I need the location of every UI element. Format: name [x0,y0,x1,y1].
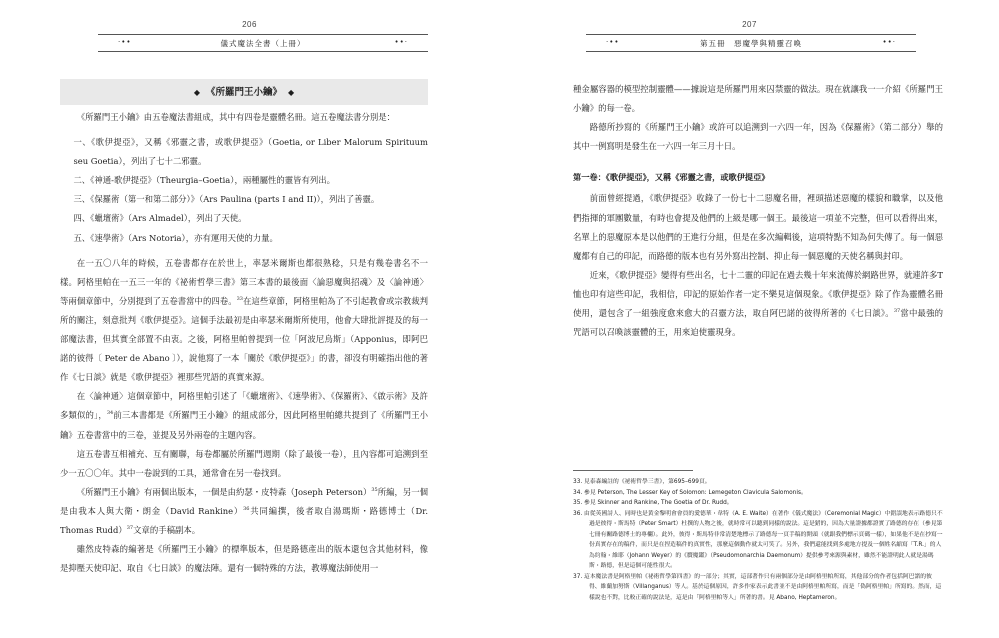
paragraph-text: 近來，《歌伊提亞》變得有些出名，七十二靈的印記在過去幾十年來流傳於網路世界，就連許多T恤也印有這些印記，我相信，印記的原始作者一定不樂見這個現象。《歌伊提亞》除了作為靈體名冊使用，還包含了一組強度愈來愈大的召靈方法，取自阿巴諾的彼得所著的《七日談》。 [573,269,943,319]
footnote-ref[interactable]: 34 [106,410,114,417]
diamond-icon: ◆ [288,87,295,97]
paragraph [573,266,943,342]
footnote-ref[interactable]: 37 [893,308,901,315]
section-title-text: 《所羅門王小鑰》 [205,87,282,98]
paragraph-text: 當中最強的咒語可以召喚該靈體的王，用來迫使靈現身。 [573,308,944,338]
header-title: 第五冊 惡魔學與精靈召喚 [700,39,802,48]
footnote-ref[interactable]: 33 [236,296,243,303]
footnote: 35. 參見 Skinner and Rankine, The Goetia of Dr. Rudd。 [573,500,733,506]
paragraph [60,254,428,388]
book-list [60,133,428,248]
list-item: 二、《神通-歌伊提亞》（Theurgia–Goetia），兩種屬性的靈皆有列出。 [73,175,335,186]
list-item: 五、《速學術》（Ars Notoria），亦有運用天使的力量。 [73,232,278,243]
paragraph: 路德所抄寫的《所羅門王小鑰》或許可以追溯到一六四一年，因為《保羅術》（第二部分）舉的其中一例寫明是發生在一六四一年三月十日。 [573,122,943,152]
list-item: 四、《蠟壇術》（Ars Almadel），列出了天使。 [73,213,247,224]
paragraph [60,387,428,444]
paragraph: 雖然皮特森的編著是《所羅門王小鑰》的標準版本，但是路德產出的版本還包含其他材料，像是抑壓天使印記、取自《七日談》的魔法陣。還有一個特殊的方法，教導魔法師使用一 [60,544,428,574]
subsection-heading: 第一卷：《歌伊提亞》，又稱《邪靈之書，或歌伊提亞》 [573,172,770,183]
paragraph: 前面曾經提過，《歌伊提亞》收錄了一份七十二惡魔名冊，裡頭描述惡魔的樣貌和職掌，以及他們指揮的軍團數量，有時也會提及他們的上級是哪一個王。最後這一項並不完整，但可以看得出來，名單上的惡魔原本是以他們的王進行分組，但是在多次編輯後，這項特點不知為何失傳了。每一個惡魔都有自己的印記，而路德的版本也有另外寫出控制、抑止每一個惡魔的天使名稱與封印。 [573,193,943,261]
footnote-ref[interactable]: 35 [371,486,378,493]
paragraph: 這五卷書互相補充、互有關聯，每卷都屬於所羅門週期（除了最後一卷），且內容都可追溯到至少一五〇〇年。其中一卷說到的工具，通常會在另一卷找到。 [60,448,428,478]
paragraph-text: 在這些章節，阿格里帕為了不引起教會或宗教裁判所的關注，刻意批判《歌伊提亞》。這個手法最初是由率瑟米爾斯所使用，他會大肆批評提及的每一部魔法書，但其實全部置不由衷。之後，阿格里帕曾提到一位「阿波尼烏斯」（Apponius，即阿巴諾的彼得〔 Peter de Abano 〕），說他寫了一本「關於《歌伊提亞》」的書，卻沒有明確指出他的著作《七日談》就是《歌伊提亞》裡那些咒語的真實來源。 [60,295,429,383]
paragraph-text: 所編，另一個是由我本人與大衛・朗金（David Rankine） [60,486,429,516]
paragraph-text: 在〈論神通〉這個章節中，阿格里帕引述了「《蠟壇術》、《速學術》、《保羅術》、《啟示術》及許多類似的」， [60,391,428,421]
running-header [98,34,428,52]
running-header [586,34,916,52]
page-number: 207 [742,20,757,29]
list-item: 三、《保羅術（第一和第二部分）》（Ars Paulina (parts I and II)），列出了善靈。 [73,194,380,205]
body-text [60,108,428,578]
header-title: 儀式魔法全書（上冊） [220,39,306,48]
intro-paragraph: 《所羅門王小鑰》由五卷魔法書組成，其中有四卷是靈體名冊。這五卷魔法書分別是： [76,112,396,122]
body-text [573,80,943,342]
paragraph-text: 前三本書都是《所羅門王小鑰》的組成部分，因此阿格里帕總共提到了《所羅門王小鑰》五卷書當中的三卷，並提及另外兩卷的主題內容。 [60,410,429,440]
footnote: 33. 見泰森編註的《祕術哲學三書》，第695–699頁。 [573,479,711,485]
paragraph-text: 共同編撰，後者取自湯瑪斯・路德博士（Dr. Thomas Rudd） [60,505,428,535]
header-ornament-icon: ••· [882,38,896,46]
list-item: 一、《歌伊提亞》，又稱《邪靈之書，或歌伊提亞》（Goetia, or Liber Malorum Spirituum seu Goetia），列出了七十二邪靈。 [73,137,428,167]
paragraph: 種金屬容器的模型控制靈體——據說這是所羅門用來囚禁靈的做法。現在就讓我一一介紹《所羅門王小鑰》的每一卷。 [573,84,943,114]
footnote-ref[interactable]: 37 [126,525,134,532]
paragraph-text: 在一五〇八年的時候，五卷書都存在於世上，率瑟米爾斯也都很熟稔，只是有幾卷書名不一樣。阿格里帕在一五三一年的《祕術哲學三書》第三本書的最後面〈論惡魔與招魂〉及〈論神通〉等兩個章節中，分別提到了五卷書當中的四卷。 [60,257,428,306]
paragraph-text: 文章的手稿副本。 [133,524,201,535]
paragraph [60,483,428,540]
footnote: 36. 由從英國詩人、同時也是黃金黎明會會員的愛德華・韋特（A. E. Waite）在著作《儀式魔法》（Ceremonial Magic）中錯誤地表示路德只不過是彼得・斯馬特（Peter Smart）杜撰的人物之後，就時常可以聽到同樣的說法。這是錯的，因為大量證據都證實了路德的存在（參見第七冊有關路德博士的專欄）。此外，彼得・斯馬特非常清楚地標示了路德每一頁手稿的開頭（就跟我們標示頁碼一樣），如果他不是在抄寫一份真實存在的稿件，而只是在捏造稿件的真實性，那麼這個動作就太可笑了。另外，我們還能找到多處地方提及一個姓名縮寫「T.R.」的人為約翰・維耶（Johann Weyer）的《贗魔鑑》（Pseudomonarchia Daemonum）提供參考來源與素材，雖然不能證明此人就是湯瑪斯・路德，但是這個可能性很大。 [573,510,943,569]
right-page [500,0,999,638]
header-ornament-icon: ·•• [606,38,620,46]
footnote-divider [573,470,693,471]
header-ornament-icon: ••· [394,38,408,46]
footnote: 34. 參見 Peterson, The Lesser Key of Solomon: Lemegeton Clavicula Salomonis。 [573,489,807,496]
left-page [0,0,499,638]
page-number: 206 [242,20,257,29]
footnote-ref[interactable]: 36 [243,506,250,513]
footnote: 37. 這本魔法書是阿格里帕《祕術哲學第四書》的一部分；其實，這部著作只有兩個部分是由阿格里帕所寫，其他部分的作者包括阿巴諾的彼得、維蘭加努斯（Villanganus）等人。基於這個原因，許多作家表示此書並不是由阿格里帕所寫，而是「偽阿格里帕」所寫的。然而，這樣說也不對，比較正確的說法是，這是由「阿格里帕等人」所著的書。見 Abano, Heptameron。 [573,573,942,601]
diamond-icon: ◆ [193,87,200,97]
header-ornament-icon: ·•• [118,38,132,46]
section-title [60,84,428,98]
footnotes [573,477,943,603]
paragraph-text: 《所羅門王小鑰》有兩個出版本，一個是由約瑟・皮特森（Joseph Peterson） [76,486,372,497]
